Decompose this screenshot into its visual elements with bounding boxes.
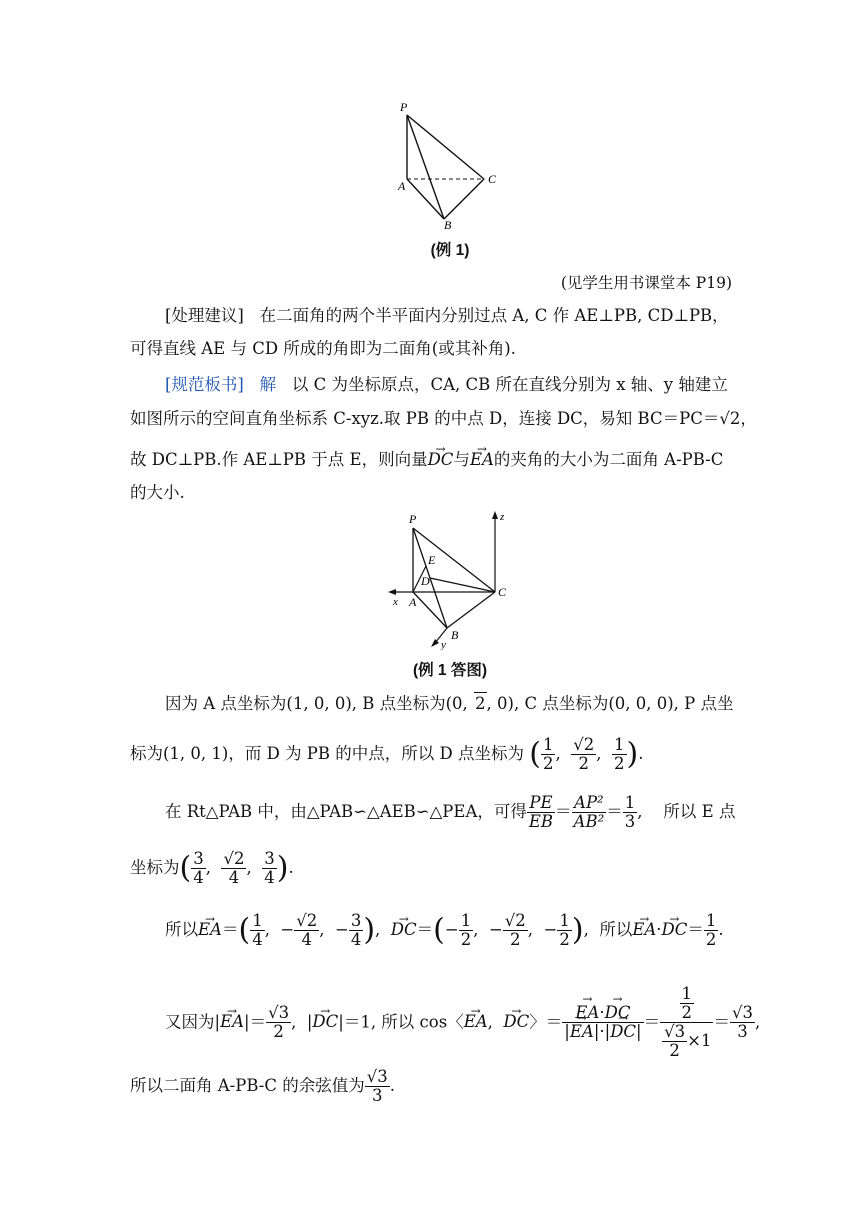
nested-fraction: $\frac{1}{2}$ $\frac{√3}{2}$ ×1 bbox=[660, 985, 713, 1061]
figure-1-caption: (例 1) bbox=[430, 242, 470, 259]
board-line-3 bbox=[130, 449, 723, 471]
suggestion-tag: [处理建议] bbox=[165, 306, 244, 325]
frac-r2-2: $\frac{√2}{2}$ bbox=[573, 735, 595, 774]
sol-line-6: 又因为|→ EA|＝ $\frac{√3}{2}$ , |→ DC|＝1, 所以 cos〈→ EA, → DC〉＝ → $\frac{EA\cdot\to DC}{|\to EA|\cdot|\to DC|}$ ＝ $\frac{1}{2}$ $\frac{√3}{2}$ ×1 ＝ $\frac{√3}{3}$ , bbox=[165, 985, 760, 1061]
sol-text-5b: 所以 bbox=[599, 920, 633, 940]
frac-pe-eb: $\frac{PE}{EB}$ bbox=[528, 793, 554, 832]
board-text-3a: 故 DC⊥PB.作 AE⊥PB 于点 E，则向量 bbox=[130, 450, 428, 469]
label2-c: C bbox=[498, 585, 507, 599]
sqrt-2: 2 bbox=[475, 694, 486, 713]
frac-1-3: $\frac{1}{3}$ bbox=[624, 793, 636, 832]
figure-2-caption: (例 1 答图) bbox=[412, 662, 488, 679]
label2-a: A bbox=[409, 595, 417, 609]
sol-line-2: 标为(1, 0, 1)，而 D 为 PB 的中点，所以 D 点坐标为 ( $\frac{1}{2}$ , $\frac{√2}{2}$ , $\frac{1}{2}$ ). bbox=[130, 735, 644, 774]
board-text-2: 如图所示的空间直角坐标系 C-xyz.取 PB 的中点 D，连接 DC，易知 BC＝PC＝√2， bbox=[130, 409, 757, 428]
label-b: B bbox=[444, 218, 452, 232]
sol-line-5: 所以→ EA＝( $\frac{1}{4}$ , − $\frac{√2}{4}$ , − $\frac{3}{4}$ ), → DC＝(− $\frac{1}{2}$ , − $\frac{√2}{2}$ , − $\frac{1}{2}$ ), 所以→ EA·→ DC＝ $\frac{1}{2}$ . bbox=[165, 912, 724, 949]
sol-line-3: 在 Rt△PAB 中，由△PAB∽△AEB∽△PEA，可得 $\frac{PE}{EB}$ ＝ $\frac{\text{AP²}}{\text{AB²}}$ ＝ $\frac{1}{3}$ , 所以 E 点 bbox=[165, 793, 736, 832]
sol-line-1 bbox=[165, 692, 734, 715]
axis-z-label: z bbox=[500, 511, 505, 523]
board-jie: 解 bbox=[259, 375, 277, 394]
board-tag: [规范板书] bbox=[165, 375, 244, 394]
sol-line-4: 坐标为( $\frac{3}{4}$ , $\frac{√2}{4}$ , $\frac{3}{4}$ ). bbox=[130, 849, 294, 888]
label2-d: D bbox=[421, 574, 430, 588]
label-a: A bbox=[398, 179, 406, 193]
sol-text-5a: 所以 bbox=[165, 920, 198, 940]
frac-1-2b: $\frac{1}{2}$ bbox=[614, 735, 625, 774]
sol-text-3b: 所以 E 点 bbox=[663, 802, 736, 822]
frac-3-4: $\frac{3}{4}$ bbox=[193, 849, 204, 888]
suggestion-text-2: 可得直线 AE 与 CD 所成的角即为二面角(或其补角). bbox=[130, 339, 516, 358]
label2-p: P bbox=[409, 512, 417, 526]
figure-2-coordinate-diagram bbox=[385, 508, 520, 650]
sol-text-1b: , 0), C 点坐标为(0, 0, 0), P 点坐 bbox=[486, 694, 734, 713]
label2-b: B bbox=[451, 628, 459, 642]
axis-y-label: y bbox=[441, 639, 446, 650]
label2-e: E bbox=[428, 553, 436, 567]
sol-text-4a: 坐标为 bbox=[130, 858, 180, 878]
cos-fraction: → $\frac{EA\cdot\to DC}{|\to EA|\cdot|\to DC|}$ bbox=[562, 1004, 643, 1041]
vector-ea: → EA bbox=[470, 449, 494, 471]
sol-text-3a: 在 Rt△PAB 中，由△PAB∽△AEB∽△PEA，可得 bbox=[165, 802, 527, 822]
board-line-1 bbox=[165, 374, 728, 396]
frac-1-2: $\frac{1}{2}$ bbox=[542, 735, 554, 774]
figure-1-tetrahedron bbox=[380, 95, 520, 235]
label-p: P bbox=[400, 100, 408, 114]
sol-text-2a: 标为(1, 0, 1)，而 D 为 PB 的中点，所以 D 点坐标为 bbox=[130, 744, 525, 764]
suggestion-line-1 bbox=[165, 305, 729, 327]
book-reference: (见学生用书课堂本 P19) bbox=[560, 274, 732, 292]
sol-text-1a: 因为 A 点坐标为(1, 0, 0), B 点坐标为(0, bbox=[165, 694, 468, 713]
label-c: C bbox=[488, 172, 497, 186]
sol-text-6a: 又因为| bbox=[165, 1012, 221, 1032]
board-text-1: 以 C 为坐标原点，CA, CB 所在直线分别为 x 轴、y 轴建立 bbox=[291, 375, 728, 394]
board-text-3c: 与 bbox=[453, 450, 470, 469]
answer-fraction: $\frac{√3}{3}$ bbox=[366, 1067, 388, 1106]
frac-3-4b: $\frac{3}{4}$ bbox=[264, 849, 275, 888]
sol-text-7: 所以二面角 A-PB-C 的余弦值为 bbox=[130, 1076, 365, 1096]
board-text-4: 的大小. bbox=[130, 483, 185, 502]
suggestion-text-1: 在二面角的两个半平面内分别过点 A, C 作 AE⊥PB, CD⊥PB， bbox=[259, 306, 729, 325]
sol-text-6b: |＝1, 所以 cos〈 bbox=[338, 1012, 464, 1032]
vector-dc: → DC bbox=[428, 449, 454, 471]
board-text-3e: 的夹角的大小为二面角 A-PB-C bbox=[493, 450, 724, 469]
frac-ap2-ab2: $\frac{\text{AP²}}{\text{AB²}}$ bbox=[573, 793, 605, 832]
frac-r2-4: $\frac{√2}{4}$ bbox=[223, 849, 245, 888]
axis-x-label: x bbox=[393, 596, 398, 608]
sol-line-7: 所以二面角 A-PB-C 的余弦值为 $\frac{√3}{3}$ . bbox=[130, 1067, 395, 1106]
